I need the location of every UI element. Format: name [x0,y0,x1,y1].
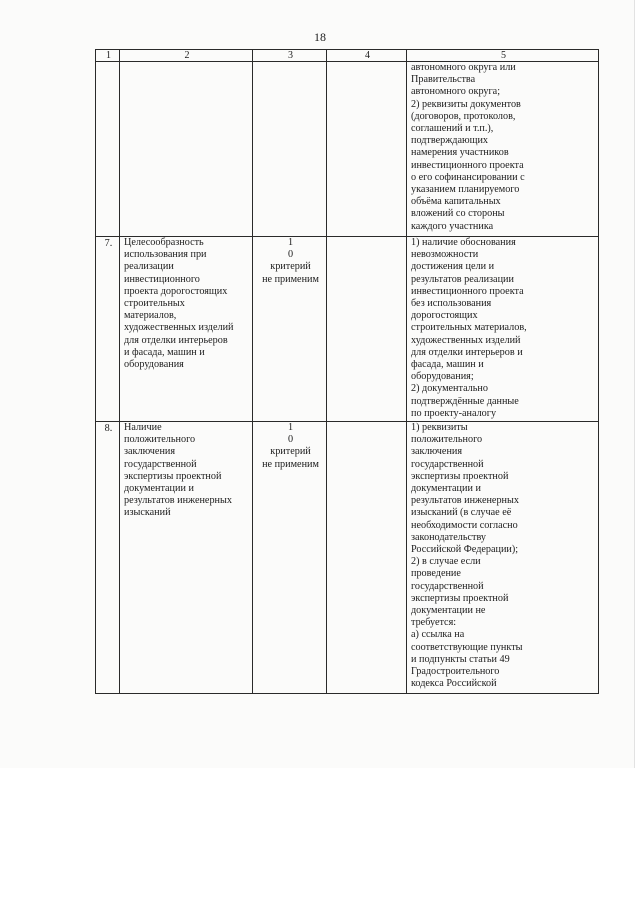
document-line: невозможности [411,249,479,261]
document-line: вложений со стороны [411,208,505,220]
criterion-line: экспертизы проектной [124,470,222,482]
criterion-line: художественных изделий [124,322,234,334]
table-row [96,62,599,237]
document-line: требуется: [411,617,457,629]
document-line: 2) документально [411,383,488,395]
document-line: экспертизы проектной [411,470,509,482]
weight-cell [327,237,407,422]
row-number: 7. [96,237,120,422]
criteria-table [95,49,599,694]
document-line: автономного округа; [411,86,501,98]
document-line: оборудования; [411,371,474,383]
score-line: не применим [262,273,319,285]
score-line: 1 [287,422,294,433]
score-cell [253,422,327,694]
document-line: о его софинансировании с [411,171,525,183]
column-number: 3 [253,50,327,62]
criterion-line: государственной [124,458,197,470]
score-line: критерий [270,446,311,458]
criterion-cell [120,62,253,237]
document-line: 2) реквизиты документов [411,98,521,110]
criterion-line: оборудования [124,359,184,371]
weight-cell [327,422,407,694]
document-line: для отделки интерьеров и [411,346,523,358]
criterion-line: использования при [124,249,207,261]
criterion-line: строительных [124,298,185,310]
score-cell [253,62,327,237]
row-number [96,62,120,237]
criterion-line: инвестиционного [124,273,200,285]
documents-cell [407,422,599,694]
document-line: государственной [411,458,484,470]
document-line: необходимости согласно [411,519,518,531]
score-line: не применим [262,458,319,470]
document-line: 2) в случае если [411,556,481,568]
document-line: и подпункты статьи 49 [411,653,510,665]
column-number-row [96,50,599,62]
document-line: соответствующие пункты [411,641,523,653]
documents-cell [407,237,599,422]
weight-cell [327,62,407,237]
document-line: подтверждающих [411,135,488,147]
document-line: проведение [411,568,461,580]
criterion-line: положительного [124,434,196,446]
score-line: 0 [287,249,294,261]
score-cell [253,237,327,422]
document-line: инвестиционного проекта [411,159,524,171]
criterion-line: заключения [124,446,176,458]
document-line: результатов реализации [411,273,514,285]
document-line: заключения [411,446,463,458]
document-line: государственной [411,580,484,592]
document-line: 1) наличие обоснования [411,237,516,248]
blank-margin [0,768,640,905]
column-number: 4 [327,50,407,62]
document-line: указанием планируемого [411,184,520,196]
page-number: 18 [314,30,326,44]
score-line: 0 [287,434,294,446]
criterion-cell [120,237,253,422]
document-line: достижения цели и [411,261,495,273]
document-line: законодательству [411,531,486,543]
document-line: а) ссылка на [411,629,465,641]
document-line: (договоров, протоколов, [411,110,516,122]
document-line: по проекту-аналогу [411,407,497,419]
criterion-line: результатов инженерных [124,495,232,507]
criterion-line: материалов, [124,310,177,322]
criterion-line: Наличие [124,422,162,433]
document-line: дорогостоящих [411,310,478,322]
document-line: автономного округа или [411,62,516,73]
document-line: кодекса Российской [411,678,497,690]
table-row [96,422,599,694]
score-line: 1 [287,237,294,248]
document-line: 1) реквизиты [411,422,468,433]
criterion-line: проекта дорогостоящих [124,285,228,297]
criterion-line: документации и [124,483,194,495]
document-line: инвестиционного проекта [411,285,524,297]
criterion-cell [120,422,253,694]
document-line: экспертизы проектной [411,592,509,604]
column-number: 5 [407,50,599,62]
document-line: подтверждённые данные [411,395,519,407]
document-line: художественных изделий [411,334,521,346]
score-line: критерий [270,261,311,273]
row-number: 8. [96,422,120,694]
document-line: положительного [411,434,483,446]
criterion-line: изысканий [124,507,171,519]
column-number: 1 [96,50,120,62]
document-line: результатов инженерных [411,495,519,507]
documents-cell [407,62,599,237]
criterion-line: и фасада, машин и [124,346,205,358]
document-line: Российской Федерации); [411,544,519,556]
criterion-line: Целесообразность [124,237,204,248]
document-line: документации не [411,605,486,617]
document-line: документации и [411,483,481,495]
criterion-line: для отделки интерьеров [124,334,228,346]
document-line: объёма капитальных [411,196,501,208]
document-line: изысканий (в случае её [411,507,512,519]
document-line: фасада, машин и [411,359,484,371]
table-row [96,237,599,422]
document-line: соглашений и т.п.), [411,123,494,135]
document-line: Градостроительного [411,666,500,678]
document-line: строительных материалов, [411,322,527,334]
document-line: Правительства [411,74,476,86]
criterion-line: реализации [124,261,174,273]
document-line: каждого участника [411,220,494,232]
document-line: намерения участников [411,147,509,159]
document-line: без использования [411,298,492,310]
column-number: 2 [120,50,253,62]
